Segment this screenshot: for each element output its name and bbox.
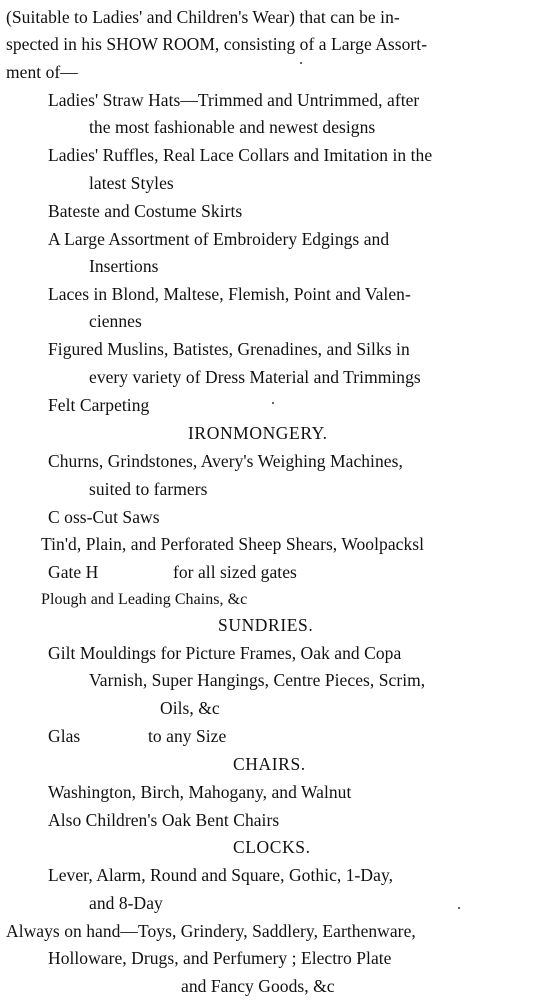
item-mouldings-line-3: Oils, &c — [160, 698, 220, 718]
item-glass-part-2: to any Size — [148, 726, 227, 746]
item-edgings-line-1: A Large Assortment of Embroidery Edgings and — [48, 229, 390, 249]
closing-line-1: Always on hand—Toys, Grindery, Saddlery, Earthenware, — [6, 921, 416, 941]
section-heading-clocks: CLOCKS. — [233, 837, 311, 857]
item-skirts: Bateste and Costume Skirts — [48, 201, 243, 221]
item-churns-line-1: Churns, Grindstones, Avery's Weighing Machines, — [48, 451, 403, 471]
item-shears: Tin'd, Plain, and Perforated Sheep Shears, Woolpacksl — [41, 534, 425, 554]
closing-line-3: and Fancy Goods, &c — [181, 976, 335, 996]
item-glass-part-1: Glas — [48, 726, 81, 746]
item-bent-chairs: Also Children's Oak Bent Chairs — [48, 810, 280, 830]
item-ruffles-line-2: latest Styles — [89, 173, 174, 193]
print-speck — [272, 402, 274, 404]
section-heading-sundries: SUNDRIES. — [218, 615, 314, 635]
item-straw-hats-line-1: Ladies' Straw Hats—Trimmed and Untrimmed, after — [48, 90, 420, 110]
item-laces-line-2: ciennes — [89, 311, 142, 331]
item-gate-part-2: for all sized gates — [173, 562, 297, 582]
section-heading-ironmongery: IRONMONGERY. — [188, 423, 328, 443]
item-laces-line-1: Laces in Blond, Maltese, Flemish, Point and Valen- — [48, 284, 411, 304]
item-clocks-line-1: Lever, Alarm, Round and Square, Gothic, 1-Day, — [48, 865, 394, 885]
section-heading-chairs: CHAIRS. — [233, 754, 306, 774]
item-churns-line-2: suited to farmers — [89, 479, 208, 499]
item-chair-woods: Washington, Birch, Mahogany, and Walnut — [48, 782, 352, 802]
closing-line-2: Holloware, Drugs, and Perfumery ; Electro Plate — [48, 948, 392, 968]
intro-line-2: spected in his SHOW ROOM, consisting of a Large Assort- — [6, 34, 428, 54]
item-clocks-line-2: and 8-Day — [89, 893, 163, 913]
print-speck — [300, 62, 302, 64]
print-speck — [458, 907, 460, 909]
item-mouldings-line-2: Varnish, Super Hangings, Centre Pieces, Scrim, — [89, 670, 426, 690]
item-edgings-line-2: Insertions — [89, 256, 159, 276]
item-mouldings-line-1: Gilt Mouldings for Picture Frames, Oak and Copa — [48, 643, 402, 663]
intro-line-1: (Suitable to Ladies' and Children's Wear) that can be in- — [6, 7, 400, 27]
item-carpeting: Felt Carpeting — [48, 395, 150, 415]
item-straw-hats-line-2: the most fashionable and newest designs — [89, 117, 376, 137]
item-saws: C oss-Cut Saws — [48, 507, 160, 527]
intro-line-3: ment of— — [6, 62, 78, 82]
item-chains: Plough and Leading Chains, &c — [41, 591, 248, 608]
item-gate-part-1: Gate H — [48, 562, 99, 582]
item-muslins-line-2: every variety of Dress Material and Trimmings — [89, 367, 421, 387]
item-ruffles-line-1: Ladies' Ruffles, Real Lace Collars and Imitation in the — [48, 145, 433, 165]
item-muslins-line-1: Figured Muslins, Batistes, Grenadines, and Silks in — [48, 339, 410, 359]
